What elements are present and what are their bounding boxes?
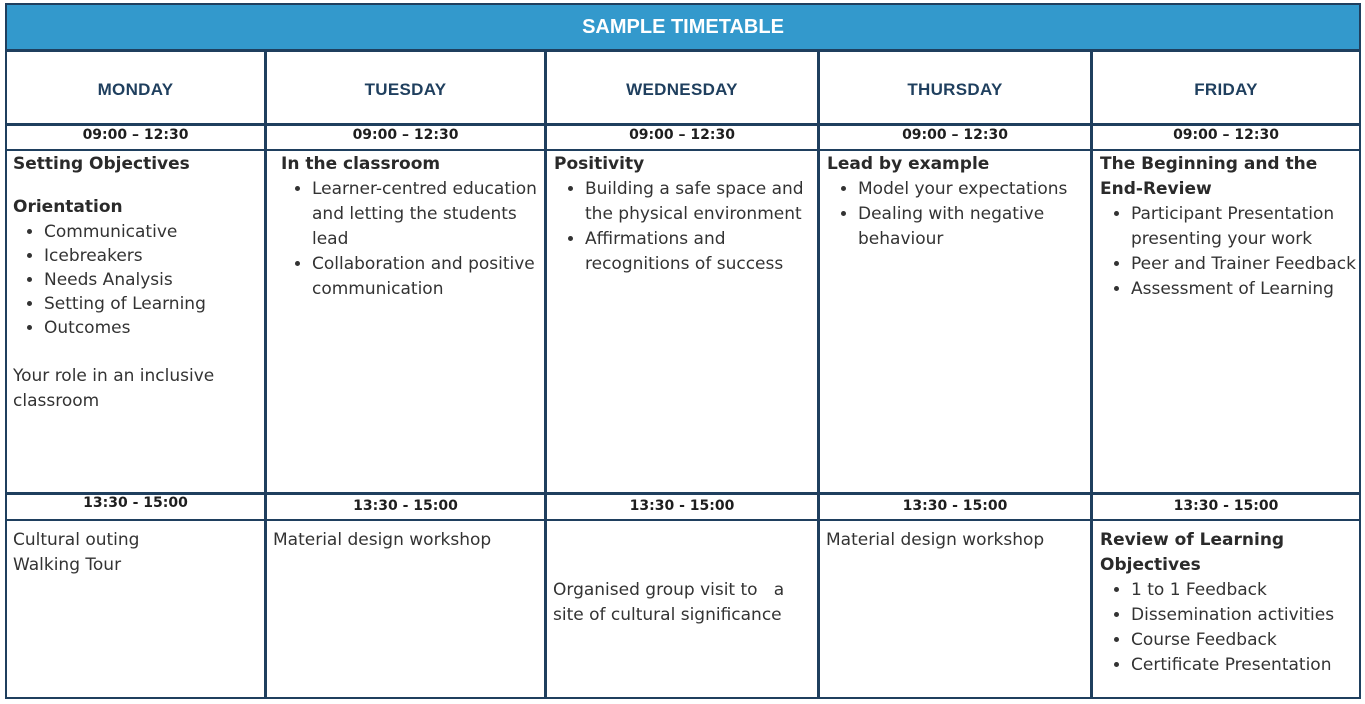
session-line: Walking Tour [13,555,122,575]
morning-session-wednesday [554,152,812,277]
list-item: • Model your expectations [858,177,1085,202]
morning-session-friday [1100,152,1356,302]
topic-list [1100,202,1356,302]
afternoon-time-wednesday: 13:30 - 15:00 [629,498,735,514]
day-header-thursday: THURSDAY [907,80,1003,99]
afternoon-session-thursday [826,528,1084,553]
list-item: • Icebreakers [44,244,258,268]
session-line: Cultural outing [13,530,140,550]
list-item: • Learner-centred education and letting the students lead [312,177,539,252]
timetable [5,3,1361,699]
session-heading: Review of Learning Objectives [1100,530,1285,575]
day-header-tuesday: TUESDAY [364,80,447,99]
morning-time-tuesday: 09:00 – 12:30 [352,127,459,143]
list-item: • Certificate Presentation [1131,653,1356,678]
session-subheading: Orientation [13,197,123,217]
list-item: • Peer and Trainer Feedback [1131,252,1356,277]
topic-list [13,220,258,340]
session-heading: In the classroom [281,154,441,174]
session-heading: Setting Objectives [13,154,190,174]
day-header-wednesday: WEDNESDAY [626,80,738,99]
row-divider [7,519,1359,521]
session-text: Organised group visit to a site of cultural significance [553,580,790,625]
list-item: • Setting of Learning [44,292,258,316]
list-item: • Building a safe space and the physical environment [585,177,812,227]
afternoon-session-wednesday [553,528,803,678]
afternoon-session-monday [13,528,258,578]
afternoon-session-friday [1100,528,1356,678]
day-header-monday: MONDAY [97,80,174,99]
topic-list [554,177,812,277]
topic-list [827,177,1085,252]
afternoon-session-tuesday [273,528,539,553]
session-note: Your role in an inclusive classroom [13,366,215,411]
afternoon-time-thursday: 13:30 - 15:00 [902,498,1008,514]
morning-session-thursday [827,152,1085,252]
list-item: • Needs Analysis [44,268,258,292]
morning-session-monday [13,152,258,414]
row-divider [7,149,1359,151]
session-heading: The Beginning and the End-Review [1100,154,1318,199]
timetable-title: SAMPLE TIMETABLE [7,5,1359,52]
morning-time-wednesday: 09:00 – 12:30 [629,127,735,143]
day-header-friday: FRIDAY [1194,80,1258,99]
list-item: • Assessment of Learning [1131,277,1356,302]
list-item: • 1 to 1 Feedback [1131,578,1356,603]
morning-time-monday: 09:00 – 12:30 [82,127,189,143]
list-item: • Dissemination activities [1131,603,1356,628]
topic-list [1100,578,1356,678]
list-item: • Communicative [44,220,258,244]
morning-session-tuesday [281,152,539,302]
list-item: • Participant Presentation presenting your work [1131,202,1356,252]
list-item: • Dealing with negative behaviour [858,202,1085,252]
afternoon-time-monday: 13:30 - 15:00 [83,495,188,511]
list-item: • Collaboration and positive communication [312,252,539,302]
session-text: Material design workshop [273,530,492,550]
morning-time-thursday: 09:00 – 12:30 [902,127,1008,143]
session-heading: Lead by example [827,154,990,174]
session-heading: Positivity [554,154,645,174]
list-item: • Course Feedback [1131,628,1356,653]
afternoon-time-tuesday: 13:30 - 15:00 [353,498,458,514]
afternoon-time-friday: 13:30 - 15:00 [1173,498,1279,514]
session-text: Material design workshop [826,530,1045,550]
topic-list [281,177,539,302]
list-item: • Outcomes [44,316,258,340]
list-item: • Affirmations and recognitions of success [585,227,812,277]
morning-time-friday: 09:00 – 12:30 [1173,127,1279,143]
